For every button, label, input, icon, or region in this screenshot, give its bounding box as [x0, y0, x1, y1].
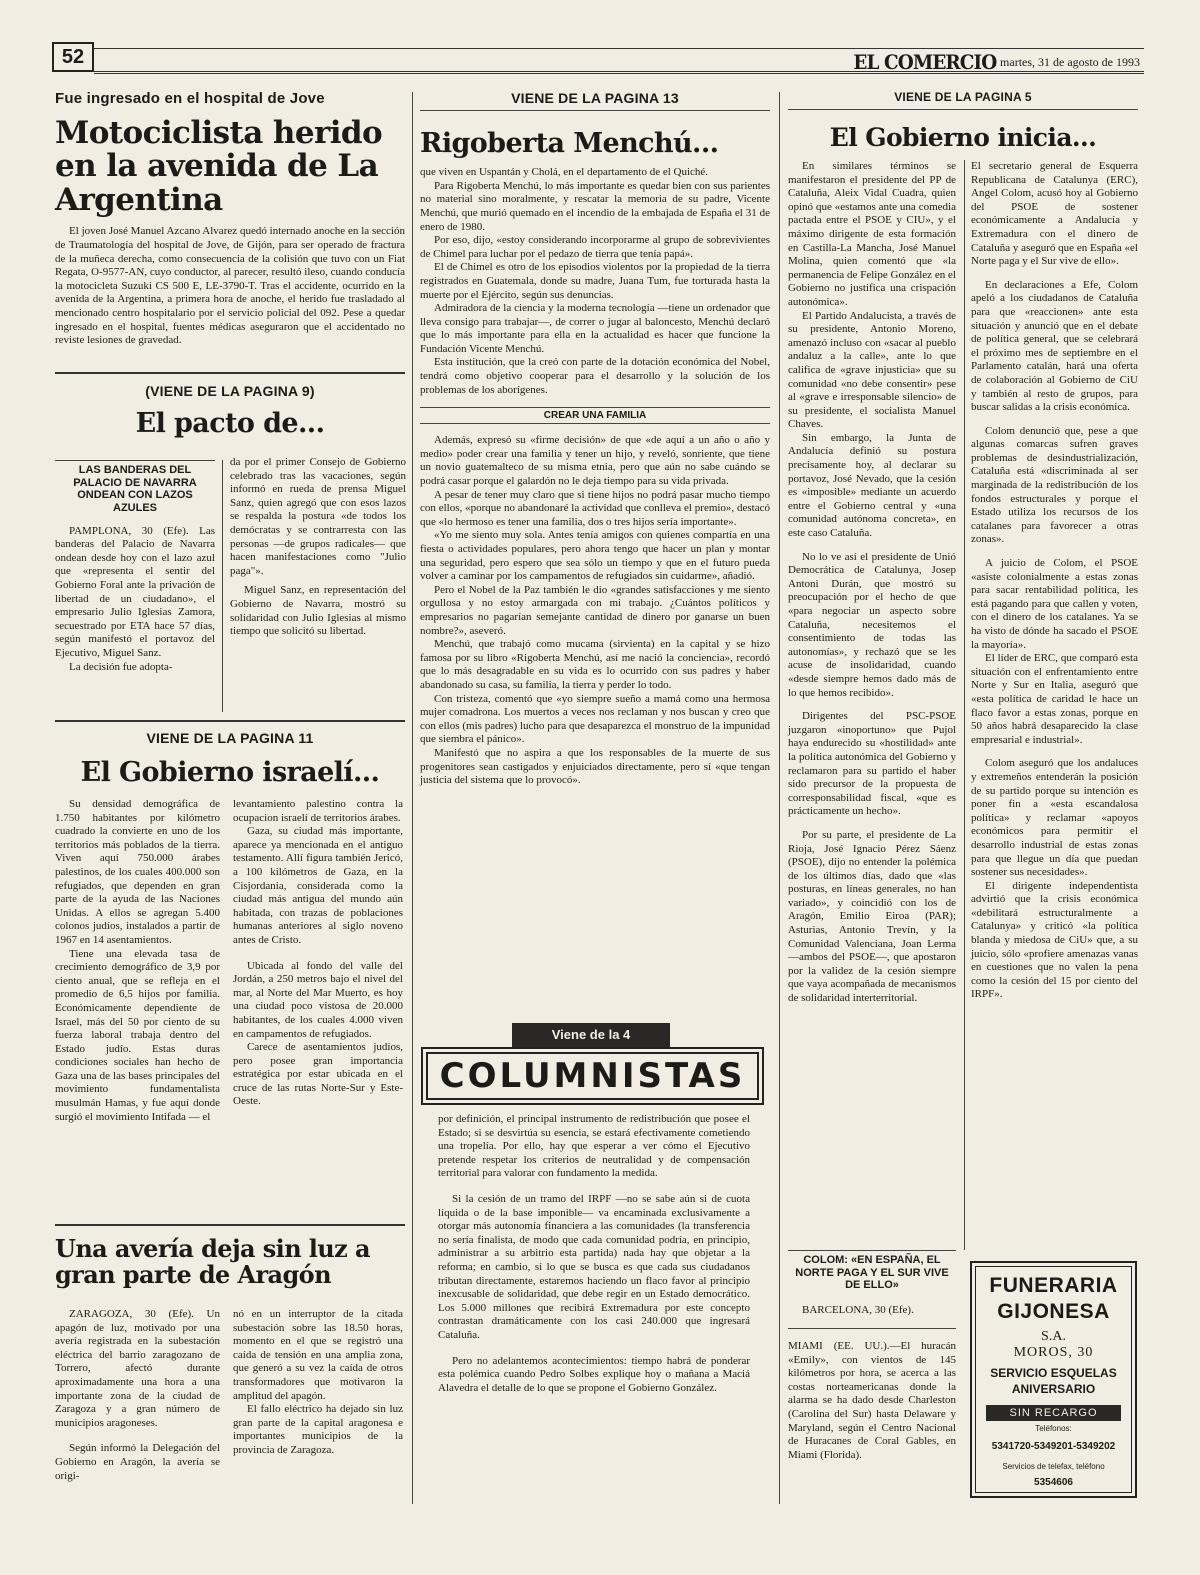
gobierno-paragraph: Colom aseguró que los andaluces y extremeños entenderán la posición de su partido porque su intención es poner fin a «esta escandalosa política» y reclamar «apoyos económicos para permitir el desarrollo industrial de estas zonas para que llegue un día que puedan sostener sus necesidades». — [971, 757, 1138, 879]
gobierno-paragraph: Por su parte, el presidente de La Rioja, José Ignacio Pérez Sáenz (PSOE), dijo no entender la polémica de los últimos días, dado que «las posturas, en líneas generales, no han variado», y coincidió con los de Aragón, Emilio Eiroa (PAR); Asturias, Antonio Trevín, y la Comunidad Valenciana, Joan Lerma —ambos del PSOE—, que apostaron por la validez de la cesión siempre que vaya acompañada de mecanismos de solidaridad interterritorial. — [788, 828, 956, 1005]
moto-body: El joven José Manuel Azcano Alvarez quedó internado anoche en la sección de Traumatología del hospital de Jove, de Gijón, para ser operado de fractura de la muñeca derecha, como consecuencia de la colisión que tuvo con un Fiat Regata, O-9577-AN, cuyo conductor, al parecer, resultó ileso, cuando conducía la motocicleta Suzuki CS 500 E, LE-3790-T. Tras el accidente, ocurrido en la avenida de la Argentina, a primera hora de anoche, el herido fue trasladado al mencionado centro hospitalario por el servicio policial del 092. Pese a quedar ingresado en el hospital, fuentes médicas aseguraron que el accidentado no reviste lesiones de gravedad. — [55, 225, 405, 347]
israeli-paragraph: Gaza, su ciudad más importante, aparece ya mencionada en el antiguo testamento. Allí figura también Jericó, a 100 kilómetros de Gaza, en la Cisjordania, considerada como la ciudad más antigua del mundo aún habitada, con trazas de poblaciones humanas anteriores al siglo noveno antes de Cristo. — [233, 825, 403, 946]
moto-headline: Motociclista herido en la avenida de La Argentina — [55, 115, 383, 218]
menchu-paragraph: A pesar de tener muy claro que si tiene hijos no podrá pasar mucho tiempo con ellos, «porque no abandonaré la actividad que conlleva el premio», destacó que «lo hermoso es tener una familia, dos o tres hijos sería importante». — [420, 488, 770, 528]
gobierno-paragraph: No lo ve así el presidente de Unió Democrática de Catalunya, Josep Antoni Durán, que mostró su preocupación por el hecho de que «para negociar un aspecto sobre Cataluña, necesitemos el consentimiento de todas las autonomías», y rechazó que se les acuse de insolidaridad, cuando «desde siempre hemos dado más de lo que hemos recibido». — [788, 550, 956, 699]
funeraria-ad — [970, 1261, 1137, 1498]
israeli-article — [55, 730, 405, 787]
colom-subhead: COLOM: «EN ESPAÑA, EL NORTE PAGA Y EL SUR VIVE DE ELLO» — [788, 1250, 956, 1292]
pacto-paragraph: La decisión fue adopta- — [69, 660, 173, 673]
columnistas-tab: Viene de la 4 — [512, 1023, 670, 1047]
menchu-body-2 — [420, 434, 770, 787]
menchu-paragraph: Menchú, que trabajó como mucama (sirvienta) en la capital y se hizo famosa por su libro «Rigoberta Menchú, así me nació la conciencia», recordó que lo más desagradable en su vida es lo ocurrido con sus padres y haber abandonado su casa, su familia, la tierra y perder lo todo. — [420, 638, 770, 691]
gobierno-paragraph: El Partido Andalucista, a través de su presidente, Antonio Moreno, amenazó incluso con «sacar al pueblo andaluz a la calle», ante lo que califica de «grave injusticia» que su comunidad «no debe consentir» pese al «grave e irresponsable silencio» de su presidente, el socialista Manuel Chaves. — [788, 309, 956, 431]
ad-phones: 5341720-5349201-5349202 — [991, 1441, 1116, 1452]
aragon-paragraph: ZARAGOZA, 30 (Efe). Un apagón de luz, motivado por una avería registrada en la subestación eléctrica del barrio zaragozano de Torrero, afectó durante aproximadamente una hora a una importante zona de la ciudad de Zaragoza y a gran número de municipios aragoneses. — [55, 1308, 220, 1429]
ad-fax: 5354606 — [1034, 1477, 1073, 1488]
pacto-paragraph: PAMPLONA, 30 (Efe). Las banderas del Palacio de Navarra ondean desde hoy con el lazo azul que «representa el sentir del Gobierno Foral ante la privación de libertad de un ciudadano», el empresario Julio Iglesias Zamora, secuestrado por ETA hace 57 días, según manifestó el portavoz del Ejecutivo, Miguel Sanz. — [55, 524, 215, 659]
issue-date: . martes, 31 de agosto de 1993 — [994, 55, 1140, 69]
ad-no-surcharge: SIN RECARGO — [986, 1405, 1121, 1421]
gobierno-col2 — [971, 160, 1138, 1002]
masthead: EL COMERCIO — [853, 50, 996, 74]
gobierno-col1 — [788, 160, 956, 1006]
gobierno-paragraph: En similares términos se manifestaron el presidente del PP de Cataluña, Aleix Vidal Cuadra, quien opinó que «estamos ante una comedia pactada entre el PSOE y CIU», y el máximo dirigente de esta formación en Castilla-La Mancha, José Manuel Molina, quien comentó que «la permanencia de Felipe González en el Gobierno no justifica una crispación autonómica». — [788, 160, 956, 308]
pacto-headline: El pacto de... — [135, 408, 325, 439]
page-number: 52 — [52, 42, 94, 72]
pacto-subhead: LAS BANDERAS DEL PALACIO DE NAVARRA ONDEAN CON LAZOS AZULES — [55, 460, 215, 515]
gobierno-column-rule — [964, 160, 965, 1250]
ad-service: SERVICIO ESQUELAS ANIVERSARIO — [990, 1366, 1117, 1396]
colom-dateline: BARCELONA, 30 (Efe). — [802, 1303, 914, 1316]
israeli-col1 — [55, 798, 220, 1124]
page-header — [52, 42, 1144, 74]
israeli-headline: El Gobierno israelí... — [80, 757, 380, 788]
menchu-paragraph: Además, expresó su «firme decisión» de que «de aquí a un año o año y medio» poder crear una familia y tener un hijo, y reveló, sonriente, que tiene un novio guatemalteco de su misma etnia, pero que aún no sabe cuándo se podrá casar porque el galardón no le deja tiempo para su vida privada. — [420, 434, 770, 488]
pacto-col1 — [55, 460, 215, 674]
aragon-paragraph: El fallo eléctrico ha dejado sin luz gran parte de la capital aragonesa e importantes municipios de la provincia de Zaragoza. — [233, 1403, 403, 1456]
menchu-paragraph: Con tristeza, comentó que «yo siempre sueño a mamá como una hermosa mujer comadrona. Los muertos a veces nos reclaman y nos buscan y creo que con ellos (mis padres) lucho para que desaparezca el monstruo de la impunidad que siembra el pánico». — [420, 692, 770, 746]
columnistas-article — [438, 1113, 750, 1395]
menchu-paragraph: «Yo me siento muy sola. Antes tenía amigos con quienes compartía en una fiesta o actividades populares, pero ahora tengo que hacer un plan y montar una seguridad, pero espero que sea sólo un tiempo y que en el futuro pueda volver a caminar por los campamentos de refugiados sin cuidarme», añadió. — [420, 529, 770, 583]
aragon-paragraph: nó en un interruptor de la citada subestación sobre las 18.50 horas, momento en el que se registró una caída de tensión en una amplia zona, que generó a su vez la caída de otros transformadores que motivaron la amplitud del apagón. — [233, 1308, 403, 1402]
menchu-paragraph: que viven en Uspantán y Cholá, en el departamento de el Quiché. — [420, 166, 709, 179]
column-rule-left — [412, 92, 413, 1504]
gobierno-paragraph: En declaraciones a Efe, Colom apeló a los ciudadanos de Cataluña para que «reaccionen» ante esta situación y anunció que en el debate de política general, que se celebrará el próximo mes de septiembre en el Parlamento catalán, hará una oferta de colaboración al Gobierno de CiU y también al resto de grupos, para buscar salidas a la crisis económica. — [971, 278, 1138, 414]
gobierno-article — [788, 90, 1138, 151]
gobierno-paragraph: Colom denunció que, pese a que algunas comarcas sufren graves problemas de desindustrialización, Cataluña está «discriminada al ser marginada de la redistribución de los fondos estructurales y porque el Estado utiliza los recursos de los catalanes para favorecer a otras zonas». — [971, 424, 1138, 546]
menchu-paragraph: Esta institución, que la creó con parte de la dotación económica del Nobel, tendrá como objetivo cooperar para el desarrollo y la solución de los problemas de los aborígenes. — [420, 356, 770, 396]
gobierno-headline: El Gobierno inicia... — [829, 123, 1097, 152]
pacto-paragraph: da por el primer Consejo de Gobierno celebrado tras las vacaciones, según informó en rueda de prensa Miguel Sanz, quien agregó que con esos lazos se respalda la postura «de todos los demócratas y se contrarresta con las personas —de grupos radicales— que hacen manifestaciones como "Julio paga"». — [230, 456, 406, 577]
pacto-column-rule — [222, 460, 223, 712]
menchu-paragraph: El de Chimel es otro de los episodios violentos por la propiedad de la tierra registrados en Guatemala, donde su madre, Juana Tum, fue torturada hasta la muerte por el Ejército, según sus denuncias. — [420, 261, 770, 301]
aragon-col2 — [233, 1308, 403, 1458]
israeli-col2 — [233, 798, 403, 1109]
aragon-col1 — [55, 1308, 220, 1483]
aragon-article — [55, 1236, 405, 1288]
gobierno-paragraph: El líder de ERC, que comparó esta situación con el enfrentamiento entre Norte y Sur en Italia, aseguró que «esta política de caridad le hace un flaco favor a estas zonas, porque en 50 años habrá desaparecido la clase empresarial e industrial». — [971, 652, 1138, 746]
menchu-paragraph: Para Rigoberta Menchú, lo más importante es quedar bien con sus parientes no material sino moralmente, y rescatar la memoria de su padre, Vicente Menchú, que murió quemado en el incendio de la embajada de España el 31 de enero de 1980. — [420, 179, 770, 233]
funeraria-ad-inner — [975, 1266, 1132, 1493]
section-rule — [55, 1224, 405, 1226]
columnistas-paragraph: Si la cesión de un tramo del IRPF —no se sabe aún si de cuota líquida o de la base imponible— va encaminada exclusivamente a otorgar más autonomía financiera a las comunidades (la transferencia no sería finalista, de modo que cada comunidad podría, en principio, administrar a su arbitrio esta partida) nada hay que objetar a la reforma; en cambio, si lo que se busca es que cada sus ciudadanos tributan directamente, estaremos haciendo un flaco favor al principio inexcusable de solidaridad, que debe regir en un Estado democrático. Los 5.000 millones que recibirá Extremadura por este concepto contrastan dramáticamente con los casi 240.000 que ingresará Cataluña. — [438, 1192, 750, 1341]
moto-article — [55, 90, 405, 348]
israeli-paragraph: Carece de asentamientos judíos, pero posee gran importancia estratégica por estar ubicada en el cruce de las rutas Norte-Sur y Este-Oeste. — [233, 1041, 403, 1108]
emily-brief — [788, 1340, 956, 1462]
menchu-body-1 — [420, 166, 770, 397]
ad-company-name: FUNERARIA GIJONESA — [989, 1274, 1118, 1323]
israeli-paragraph: levantamiento palestino contra la ocupacion israelí de territorios árabes. — [233, 798, 403, 824]
gobierno-paragraph: Sin embargo, la Junta de Andalucía definió su postura precisamente hoy, al declarar su portavoz, José Nevado, que la cesión es «imposible» mediante un acuerdo entre el Gobierno central y «una comunidad autónoma concreta», en este caso Cataluña. — [788, 431, 956, 540]
ad-fax-label: Servicios de telefax, teléfono — [1002, 1462, 1105, 1471]
colom-brief — [788, 1250, 956, 1318]
menchu-paragraph: Por eso, dijo, «estoy considerando incorporarme al grupo de sobrevivientes de Chimel para luchar por el pedazo de tierra que tenía papá». — [420, 234, 770, 260]
emily-body: MIAMI (EE. UU.).—El huracán «Emily», con vientos de 145 kilómetros por hora, se acerca a las costas norteamericanas donde la alarma se ha dado desde Charleston (Carolina del Sur) hasta Delaware y Maryland, según el Centro Nacional de Huracanes de Coral Gables, en Miami (Florida). — [788, 1340, 956, 1461]
pacto-article — [55, 383, 405, 438]
ad-company-type: S.A. — [1041, 1329, 1066, 1344]
header-rule-top — [94, 48, 1144, 49]
gobierno-paragraph: Dirigentes del PSC-PSOE juzgaron «inoportuno» que Pujol haya endurecido su «hostilidad» ante la política autonómica del Gobierno y reclamaron para su partido el haber sido precursor de la propuesta de corresponsabilidad fiscal, «que es prácticamente un hecho». — [788, 710, 956, 818]
aragon-paragraph: Según informó la Delegación del Gobierno en Aragón, la avería se origi- — [55, 1442, 220, 1482]
menchu-paragraph: Manifestó que no aspira a que los responsables de la muerte de sus progenitores sean castigados y enjuiciados directamente, pero sí «que tengan justicia del sistema que lo provocó». — [420, 746, 770, 787]
menchu-article — [420, 90, 770, 788]
menchu-kicker: VIENE DE LA PAGINA 13 — [420, 90, 770, 111]
columnistas-title: COLUMNISTAS — [426, 1052, 759, 1100]
israeli-kicker: VIENE DE LA PAGINA 11 — [146, 730, 314, 746]
pacto-kicker: (VIENE DE LA PAGINA 9) — [145, 383, 315, 399]
columnistas-banner — [421, 1047, 764, 1105]
columnistas-paragraph: Pero no adelantemos acontecimientos: tiempo habrá de ponderar esta polémica cuando Pedro Solbes explique hoy o mañana a Maciá Alavedra el detalle de lo que se propone el Gobierno González. — [438, 1354, 750, 1394]
gobierno-paragraph: A juicio de Colom, el PSOE «asiste colonialmente a estas zonas para sacar rentabilidad política, les está pagando para que callen y voten, con el dinero de los catalanes. Ya se ha visto de dónde ha sacado el PSOE la mayoría». — [971, 557, 1138, 651]
gobierno-kicker: VIENE DE LA PAGINA 5 — [788, 90, 1138, 110]
menchu-paragraph: Admiradora de la ciencia y la moderna tecnología —tiene un ordenador que lleva consigo para trabajar—, de correr o jugar al baloncesto, Menchú declaró que lo más importante para ella en la actualidad es hacer que funcione la Fundación Vicente Menchú. — [420, 302, 770, 355]
aragon-headline: Una avería deja sin luz a gran parte de Aragón — [55, 1234, 370, 1289]
ad-phones-label: Teléfonos: — [1035, 1424, 1072, 1433]
israeli-paragraph: Su densidad demográfica de 1.750 habitantes por kilómetro cuadrado la convierte en uno de los territorios más poblados de la tierra. Viven aquí 750.000 árabes palestinos, de los cuales 400.000 son refugiados, que dependen en gran parte de la ayuda de las Naciones Unidas. A ellos se agregan 5.400 colonos judíos, instalados a partir de 1967 en 14 asentamientos. — [55, 798, 220, 946]
menchu-paragraph: Pero el Nobel de la Paz también le dio «grandes satisfacciones y me siento orgullosa y no estoy armargada con mi trabajo. ¿Cuántos políticos y empresarios no pagarían semejante cantidad de dinero por ganarse un buen nombre?», aseveró. — [420, 583, 770, 637]
column-rule-right — [779, 92, 780, 1504]
moto-kicker: Fue ingresado en el hospital de Jove — [55, 90, 325, 107]
ad-address: MOROS, 30 — [1013, 1345, 1094, 1360]
section-rule — [55, 720, 405, 722]
menchu-headline: Rigoberta Menchú... — [420, 128, 719, 159]
gobierno-paragraph: El dirigente independentista advirtió que la crisis económica «debilitará estructuralmente a Catalunya» y criticó «la política blanda y miedosa de CiU» que, a su juicio, sólo «profiere amenazas vanas en cuestiones que no valen la pena como la cesión del 15 por ciento del IRPF». — [971, 879, 1138, 1001]
brief-rule — [788, 1328, 956, 1329]
israeli-paragraph: Ubicada al fondo del valle del Jordán, a 250 metros bajo el nivel del mar, al Norte del Mar Muerto, es hoy una ciudad poco vistosa de 20.000 habitantes, de los cuales 4.000 viven en campamentos de refugiados. — [233, 959, 403, 1040]
menchu-subhead: CREAR UNA FAMILIA — [420, 407, 770, 424]
pacto-paragraph: Miguel Sanz, en representación del Gobierno de Navarra, mostró su solidaridad con Julio Iglesias al mismo tiempo que solicitó su libertad. — [230, 584, 406, 638]
columnistas-paragraph: por definición, el principal instrumento de redistribución que posee el Estado; si se desvirtúa su esencia, se estará efectivamente cometiendo una tropelía. Por ello, hay que esperar a ver cómo el Ejecutivo pretende respetar los criterios de neutralidad y de compensación territorial para valorar con fundamento la medida. — [438, 1113, 750, 1180]
pacto-col2 — [230, 456, 406, 639]
israeli-paragraph: Tiene una elevada tasa de crecimiento demográfico de 3,9 por ciento anual, que se refleja en el promedio de 6,5 hijos por familia. Económicamente dependiente de Israel, más del 50 por ciento de su fuerza laboral trabaja dentro del Estado judío. Estas duras condiciones sociales han hecho de Gaza una de las bases principales del movimiento fundamentalista musulmán Hamas, y fue aquí donde surgió el movimiento Intifada — el — [55, 947, 220, 1123]
section-rule — [55, 372, 405, 374]
gobierno-paragraph: El secretario general de Esquerra Republicana de Catalunya (ERC), Angel Colom, acusó hoy al Gobierno del PSOE de sostener económicamente a Andalucía y Extremadura con el dinero de Cataluña y aseguró que en España «el Norte paga y el Sur vive de ello». — [971, 160, 1138, 268]
